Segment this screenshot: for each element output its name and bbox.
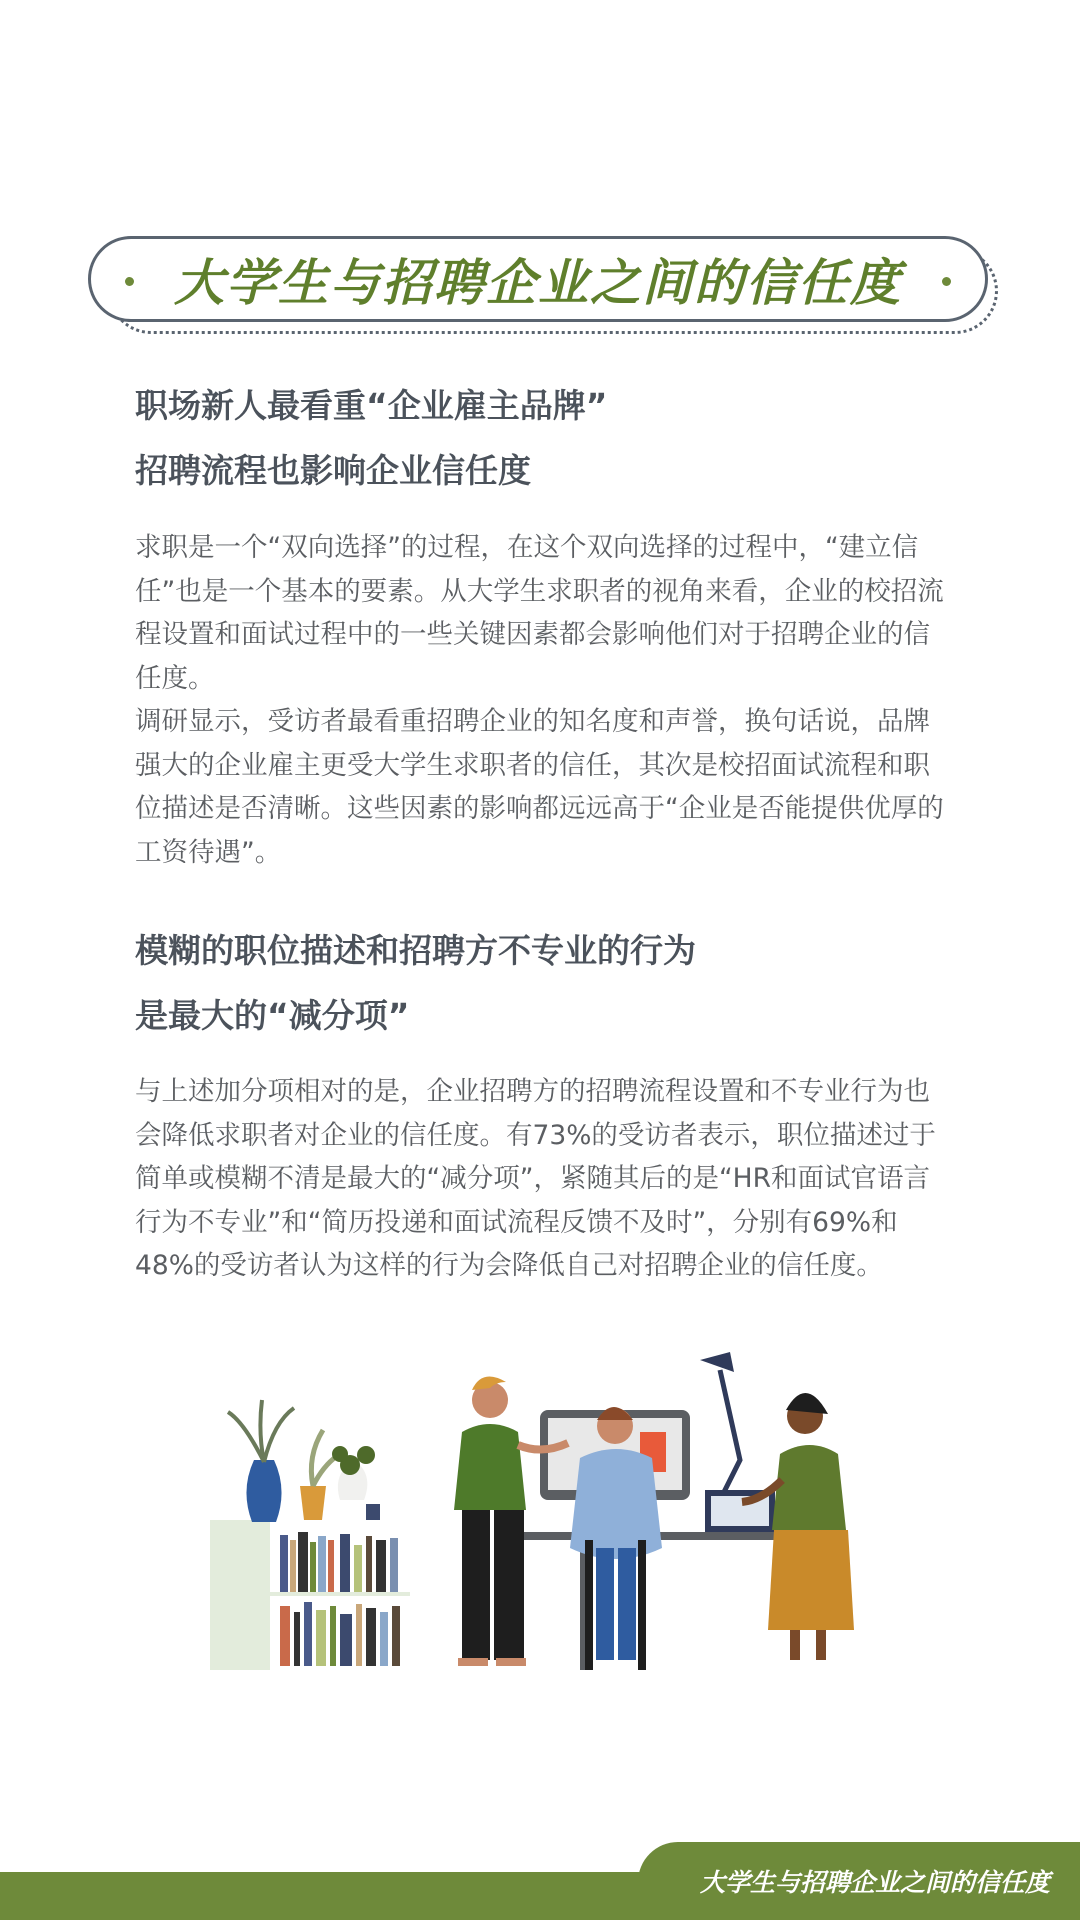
bookshelf-icon (210, 1520, 410, 1670)
dot-icon (125, 277, 134, 286)
section1-heading-line2: 招聘流程也影响企业信任度 (135, 451, 531, 490)
section1-paragraph1: 求职是一个“双向选择”的过程，在这个双向选择的过程中，“建立信任”也是一个基本的要素。从大学生求职者的视角来看，企业的校招流程设置和面试过程中的一些关键因素都会影响他们对于招聘企业的信任度。 (135, 532, 944, 694)
section2-heading-line2: 是最大的“减分项” (135, 996, 410, 1035)
section1-heading-line1: 职场新人最看重“企业雇主品牌” (135, 386, 608, 425)
footer-tab (638, 1842, 1080, 1920)
section1-paragraph2: 调研显示，受访者最看重招聘企业的知名度和声誉，换句话说，品牌强大的企业雇主更受大学生求职者的信任，其次是校招面试流程和职位描述是否清晰。这些因素的影响都远远高于“企业是否能提供优厚的工资待遇”。 (135, 706, 944, 868)
section2-heading-line1: 模糊的职位描述和招聘方不专业的行为 (135, 931, 696, 970)
footer-label: 大学生与招聘企业之间的信任度 (699, 1868, 1050, 1897)
section2-body (135, 1070, 955, 1288)
plant-icon (228, 1400, 380, 1522)
dot-icon (942, 277, 951, 286)
section1-body (135, 526, 955, 874)
page-title: 大学生与招聘企业之间的信任度 (174, 254, 902, 312)
title-banner (88, 236, 988, 322)
section2-paragraph: 与上述加分项相对的是，企业招聘方的招聘流程设置和不专业行为也会降低求职者对企业的信任度。有73%的受访者表示，职位描述过于简单或模糊不清是最大的“减分项”，紧随其后的是“HR和面试官语言行为不专业”和“简历投递和面试流程反馈不及时”，分别有69%和48%的受访者认为这样的行为会降低自己对招聘企业的信任度。 (135, 1076, 936, 1281)
office-illustration (200, 1350, 880, 1680)
